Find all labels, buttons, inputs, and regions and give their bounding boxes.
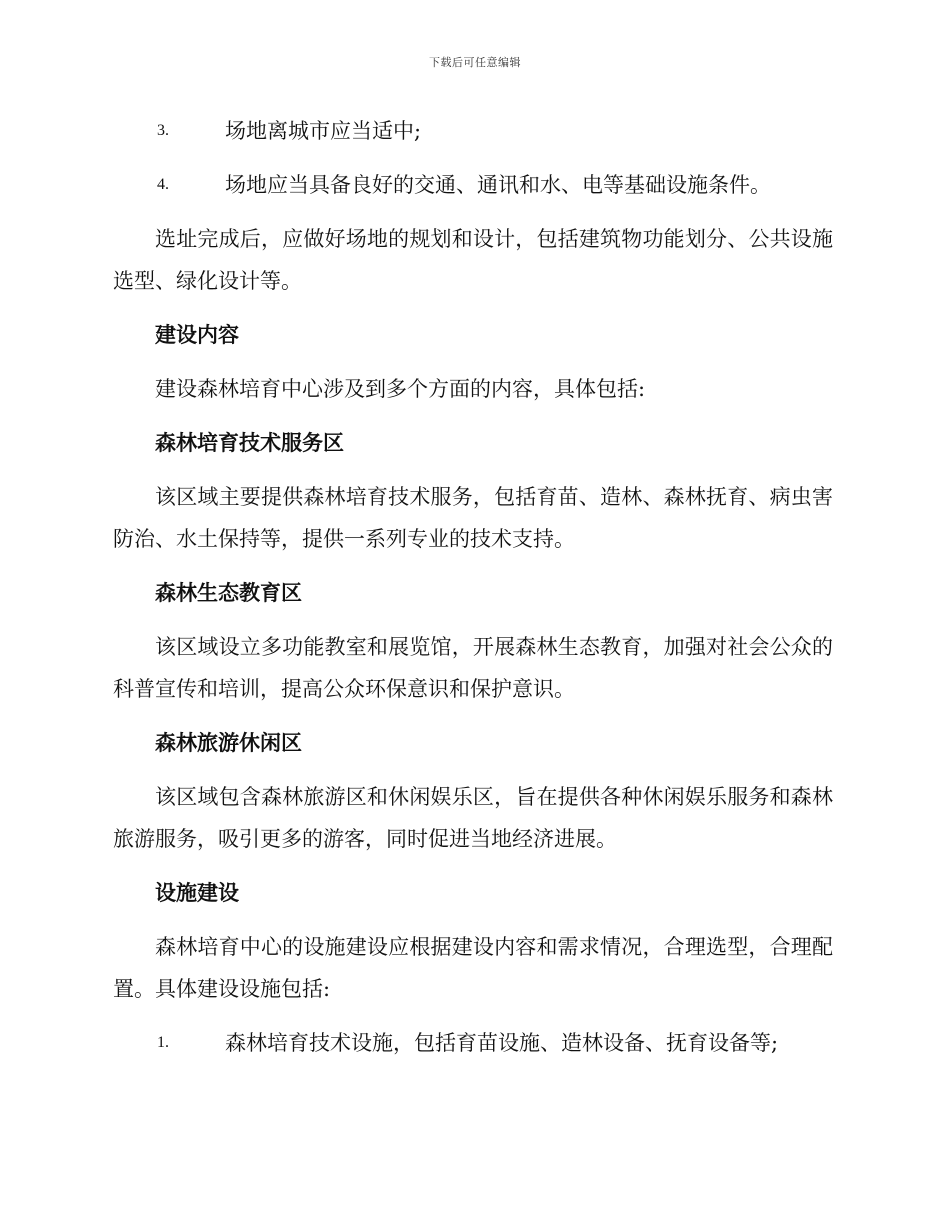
- list-number: 3.: [157, 122, 169, 139]
- list-item: [113, 1022, 833, 1064]
- paragraph: 该区域主要提供森林培育技术服务，包括育苗、造林、森林抚育、病虫害防治、水土保持等，提供一系列专业的技术支持。: [113, 485, 833, 551]
- paragraph: 该区域设立多功能教室和展览馆，开展森林生态教育，加强对社会公众的科普宣传和培训，提高公众环保意识和保护意识。: [113, 635, 833, 701]
- list-text: 场地应当具备良好的交通、通讯和水、电等基础设施条件。: [225, 173, 771, 197]
- section-heading: 森林旅游休闲区: [155, 731, 302, 755]
- paragraph: 选址完成后，应做好场地的规划和设计，包括建筑物功能划分、公共设施选型、绿化设计等。: [113, 227, 833, 293]
- section-heading: 森林生态教育区: [155, 581, 302, 605]
- list-item: [113, 110, 833, 152]
- section-heading: 设施建设: [155, 881, 239, 905]
- list-text: 森林培育技术设施，包括育苗设施、造林设备、抚育设备等;: [225, 1031, 779, 1055]
- document-body: [113, 110, 833, 1076]
- paragraph: 森林培育中心的设施建设应根据建设内容和需求情况，合理选型，合理配置。具体建设设施包括:: [113, 935, 833, 1001]
- list-number: 1.: [157, 1034, 169, 1051]
- paragraph: 建设森林培育中心涉及到多个方面的内容，具体包括:: [155, 377, 646, 401]
- paragraph: 该区域包含森林旅游区和休闲娱乐区，旨在提供各种休闲娱乐服务和森林旅游服务，吸引更多的游客，同时促进当地经济进展。: [113, 785, 833, 851]
- list-number: 4.: [157, 176, 169, 193]
- section-heading: 森林培育技术服务区: [155, 431, 344, 455]
- page-header: 下载后可任意编辑: [429, 56, 521, 69]
- list-text: 场地离城市应当适中;: [225, 119, 422, 143]
- section-heading: 建设内容: [155, 323, 239, 347]
- list-item: [113, 164, 833, 206]
